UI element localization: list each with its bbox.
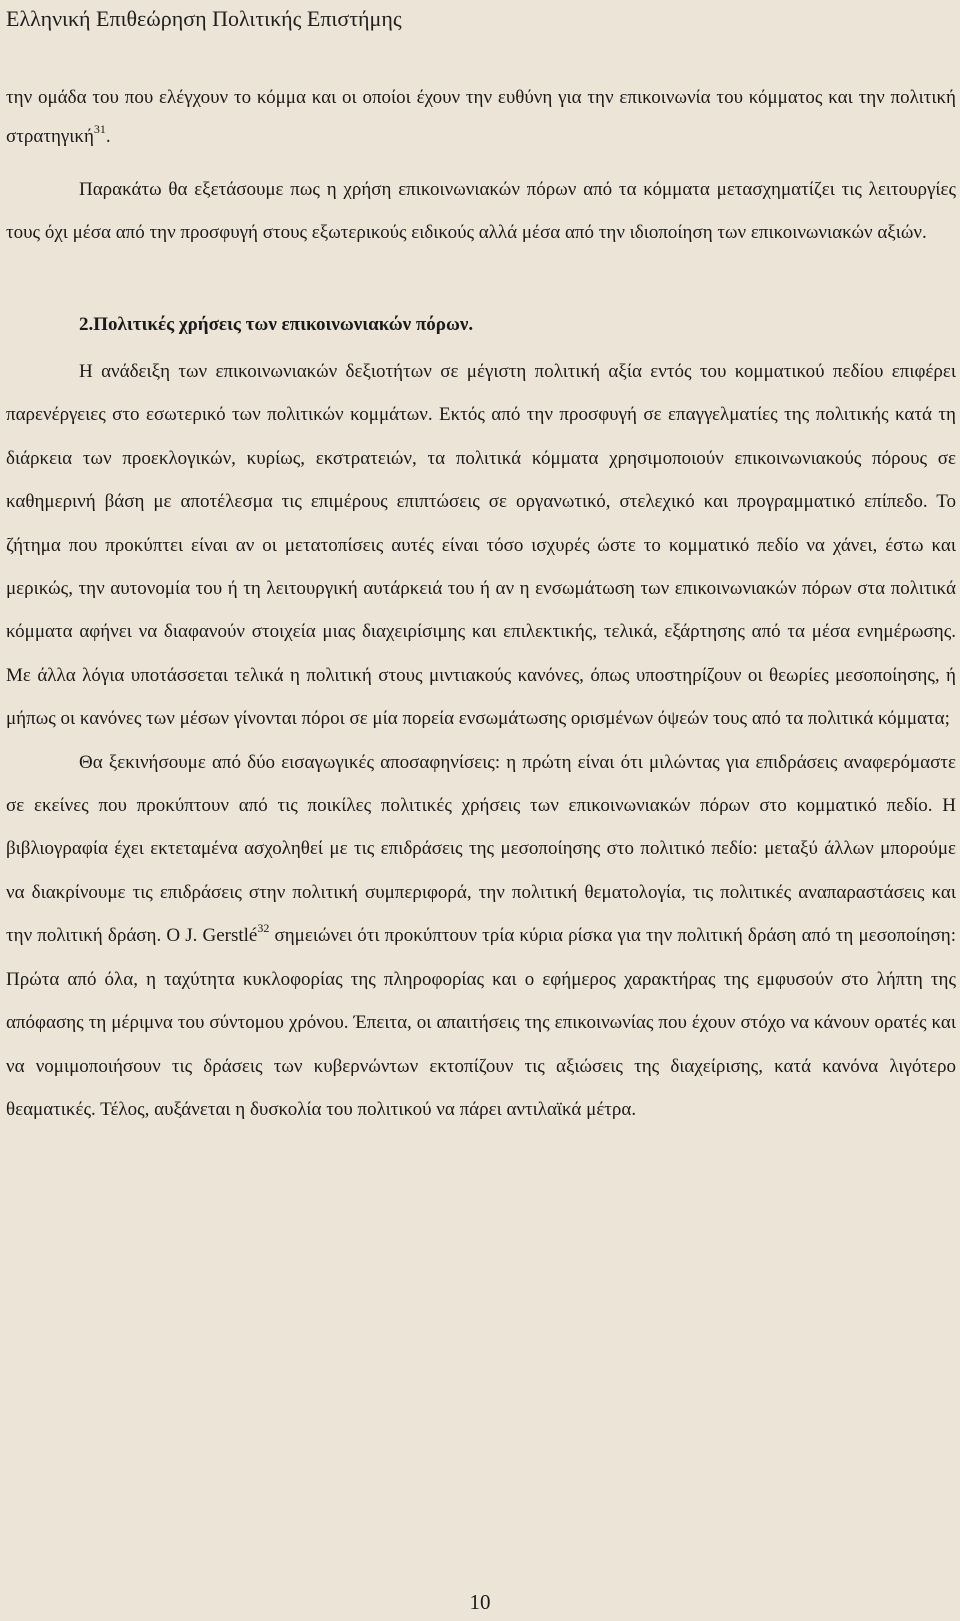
section-heading: 2.Πολιτικές χρήσεις των επικοινωνιακών πόρων. <box>79 314 474 335</box>
paragraph-text: Θα ξεκινήσουμε από δύο εισαγωγικές αποσαφηνίσεις: η πρώτη είναι ότι μιλώντας για επιδράσεις αναφερόμαστε σε εκείνες που προκύπτουν από τις ποικίλες πολιτικές χρήσεις των επικοινωνιακών πόρων στο κομματικό πεδίο. Η βιβλιογραφία έχει εκτεταμένα ασχοληθεί με τις επιδράσεις της μεσοποίησης στο πολιτικό πεδίο: μεταξύ άλλων μπορούμε να διακρίνουμε τις επιδράσεις στην πολιτική συμπεριφορά, την πολιτική θεματολογία, τις πολιτικές αναπαραστάσεις και την πολιτική δράση. Ο J. Gerstlé <box>6 751 956 947</box>
paragraph-text: την ομάδα του που ελέγχουν το κόμμα και οι οποίοι έχουν την ευθύνη για την επικοινωνία του κόμματος και την πολιτική στρατηγική <box>6 87 956 147</box>
paragraph-intro: Παρακάτω θα εξετάσουμε πως η χρήση επικοινωνιακών πόρων από τα κόμματα μετασχηματίζει τις λειτουργίες τους όχι μέσα από την προσφυγή στους εξωτερικούς ειδικούς αλλά μέσα από την ιδιοποίηση των επικοινωνιακών αξιών. <box>6 179 956 243</box>
paragraph-body: Η ανάδειξη των επικοινωνιακών δεξιοτήτων σε μέγιστη πολιτική αξία εντός του κομματικού πεδίου επιφέρει παρενέργειες στο εσωτερικό των πολιτικών κομμάτων. Εκτός από την προσφυγή σε επαγγελματίες της πολιτικής κατά τη διάρκεια των προεκλογικών, κυρίως, εκστρατειών, τα πολιτικά κόμματα χρησιμοποιούν επικοινωνιακούς πόρους σε καθημερινή βάση με αποτέλεσμα τις επιμέρους επιπτώσεις σε οργανωτικό, στελεχικό και προγραμματικό επίπεδο. Το ζήτημα που προκύπτει είναι αν οι μετατοπίσεις αυτές είναι τόσο ισχυρές ώστε το κομματικό πεδίο να χάνει, έστω και μερικώς, την αυτονομία του ή τη λειτουργική αυτάρκειά του ή αν η ενσωμάτωση των επικοινωνιακών πόρων στα πολιτικά κόμματα αφήνει να διαφανούν στοιχεία μιας διαχειρίσιμης και επιλεκτικής, τελικά, εξάρτησης από τα μέσα ενημέρωσης. Με άλλα λόγια υποτάσσεται τελικά η πολιτική στους μιντιακούς κανόνες, όπως υποστηρίζουν οι θεωρίες μεσοποίησης, ή μήπως οι κανόνες των μέσων γίνονται πόροι σε μία πορεία ενσωμάτωσης ορισμένων όψεών τους από τα πολιτικά κόμματα; <box>6 361 956 730</box>
footnote-ref-32[interactable]: 32 <box>257 920 270 935</box>
paragraph-text: σημειώνει ότι προκύπτουν τρία κύρια ρίσκα για την πολιτική δράση από τη μεσοποίηση: Πρώτα από όλα, η ταχύτητα κυκλοφορίας της πληροφορίας και ο εφήμερος χαρακτήρας της εμφυσούν στο λήπτη της απόφασης τη μέριμνα του σύντομου χρόνου. Έπειτα, οι απαιτήσεις της επικοινωνίας που έχουν στόχο να κάνουν ορατές και να νομιμοποιήσουν τις δράσεις των κυβερνώντων εκτοπίζουν τις αξιώσεις της διαχείρισης, κατά κανόνα λιγότερο θεαματικές. Τέλος, αυξάνεται η δυσκολία του πολιτικού να πάρει αντιλαϊκά μέτρα. <box>6 925 957 1120</box>
journal-running-header: Ελληνική Επιθεώρηση Πολιτικής Επιστήμης <box>6 6 402 31</box>
page-content <box>6 78 956 1131</box>
paragraph-continuation <box>6 78 956 156</box>
page-number: 10 <box>469 1590 491 1614</box>
paragraph-body <box>6 741 956 1132</box>
paragraph-tail: . <box>105 126 111 147</box>
footnote-ref-31[interactable]: 31 <box>93 121 106 136</box>
